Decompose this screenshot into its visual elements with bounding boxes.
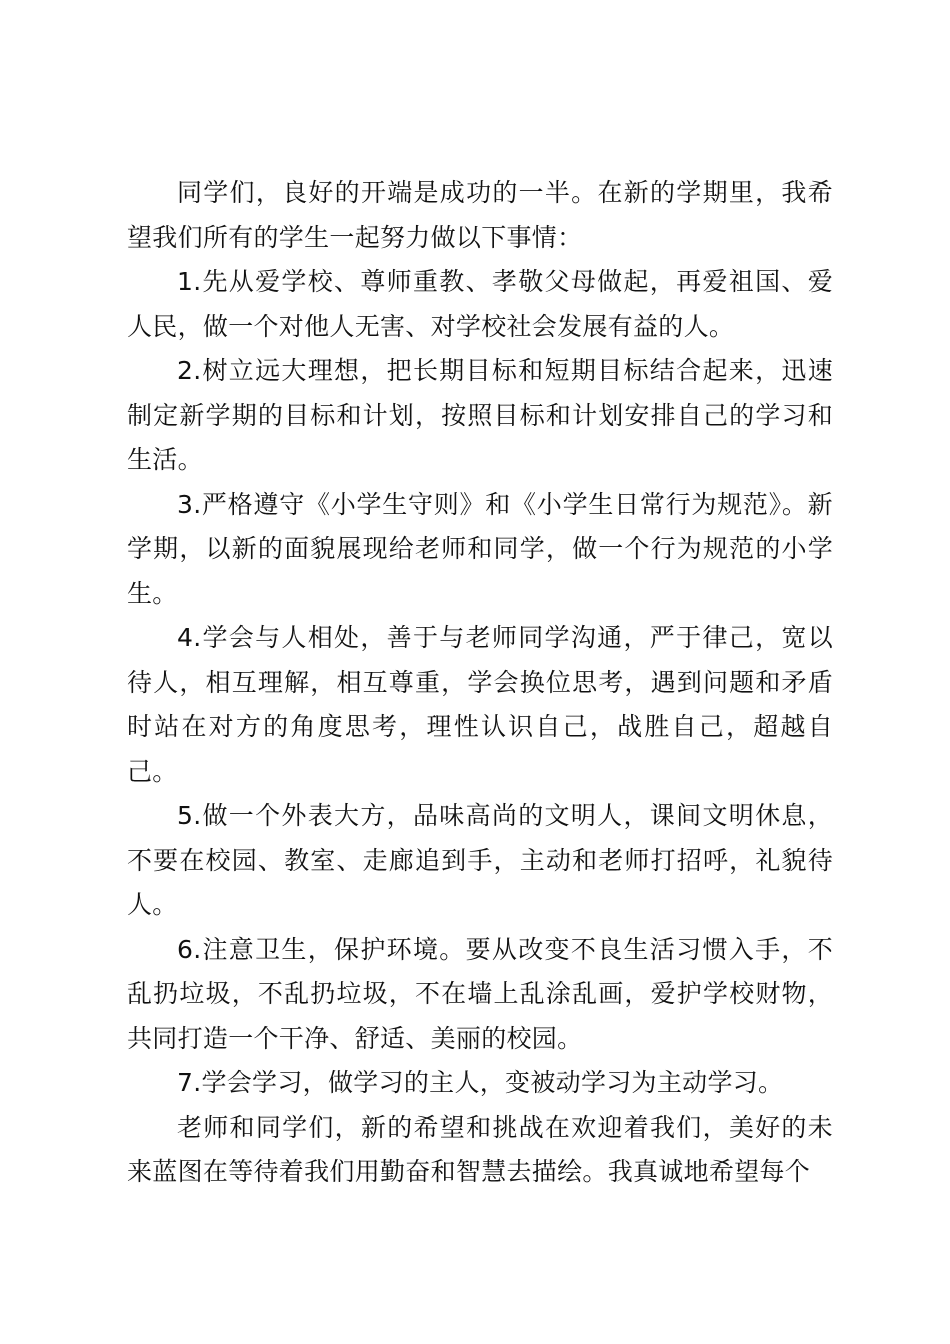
- paragraph-item-5: 5.做一个外表大方，品味高尚的文明人，课间文明休息，不要在校园、教室、走廊追到手，主动和老师打招呼，礼貌待人。: [127, 801, 833, 919]
- paragraph-item-3: 3.严格遵守《小学生守则》和《小学生日常行为规范》。新学期，以新的面貌展现给老师和同学，做一个行为规范的小学生。: [127, 489, 833, 608]
- paragraph-intro: 同学们，良好的开端是成功的一半。在新的学期里，我希望我们所有的学生一起努力做以下事情：: [127, 178, 833, 252]
- paragraph-item-4: 4.学会与人相处，善于与老师同学沟通，严于律己，宽以待人，相互理解，相互尊重，学会换位思考，遇到问题和矛盾时站在对方的角度思考，理性认识自己，战胜自己，超越自己。: [127, 623, 833, 786]
- paragraph-closing: 老师和同学们，新的希望和挑战在欢迎着我们，美好的未来蓝图在等待着我们用勤奋和智慧去描绘。我真诚地希望每个: [127, 1112, 833, 1186]
- paragraph-item-7: 7.学会学习，做学习的主人，变被动学习为主动学习。: [177, 1068, 784, 1097]
- paragraph-item-1: 1.先从爱学校、尊师重教、孝敬父母做起，再爱祖国、爱人民，做一个对他人无害、对学校社会发展有益的人。: [127, 267, 833, 341]
- paragraph-item-6: 6.注意卫生，保护环境。要从改变不良生活习惯入手，不乱扔垃圾，不乱扔垃圾，不在墙上乱涂乱画，爱护学校财物，共同打造一个干净、舒适、美丽的校园。: [127, 934, 833, 1053]
- document-body: [127, 171, 833, 1195]
- paragraph-item-2: 2.树立远大理想，把长期目标和短期目标结合起来，迅速制定新学期的目标和计划，按照目标和计划安排自己的学习和生活。: [127, 356, 833, 474]
